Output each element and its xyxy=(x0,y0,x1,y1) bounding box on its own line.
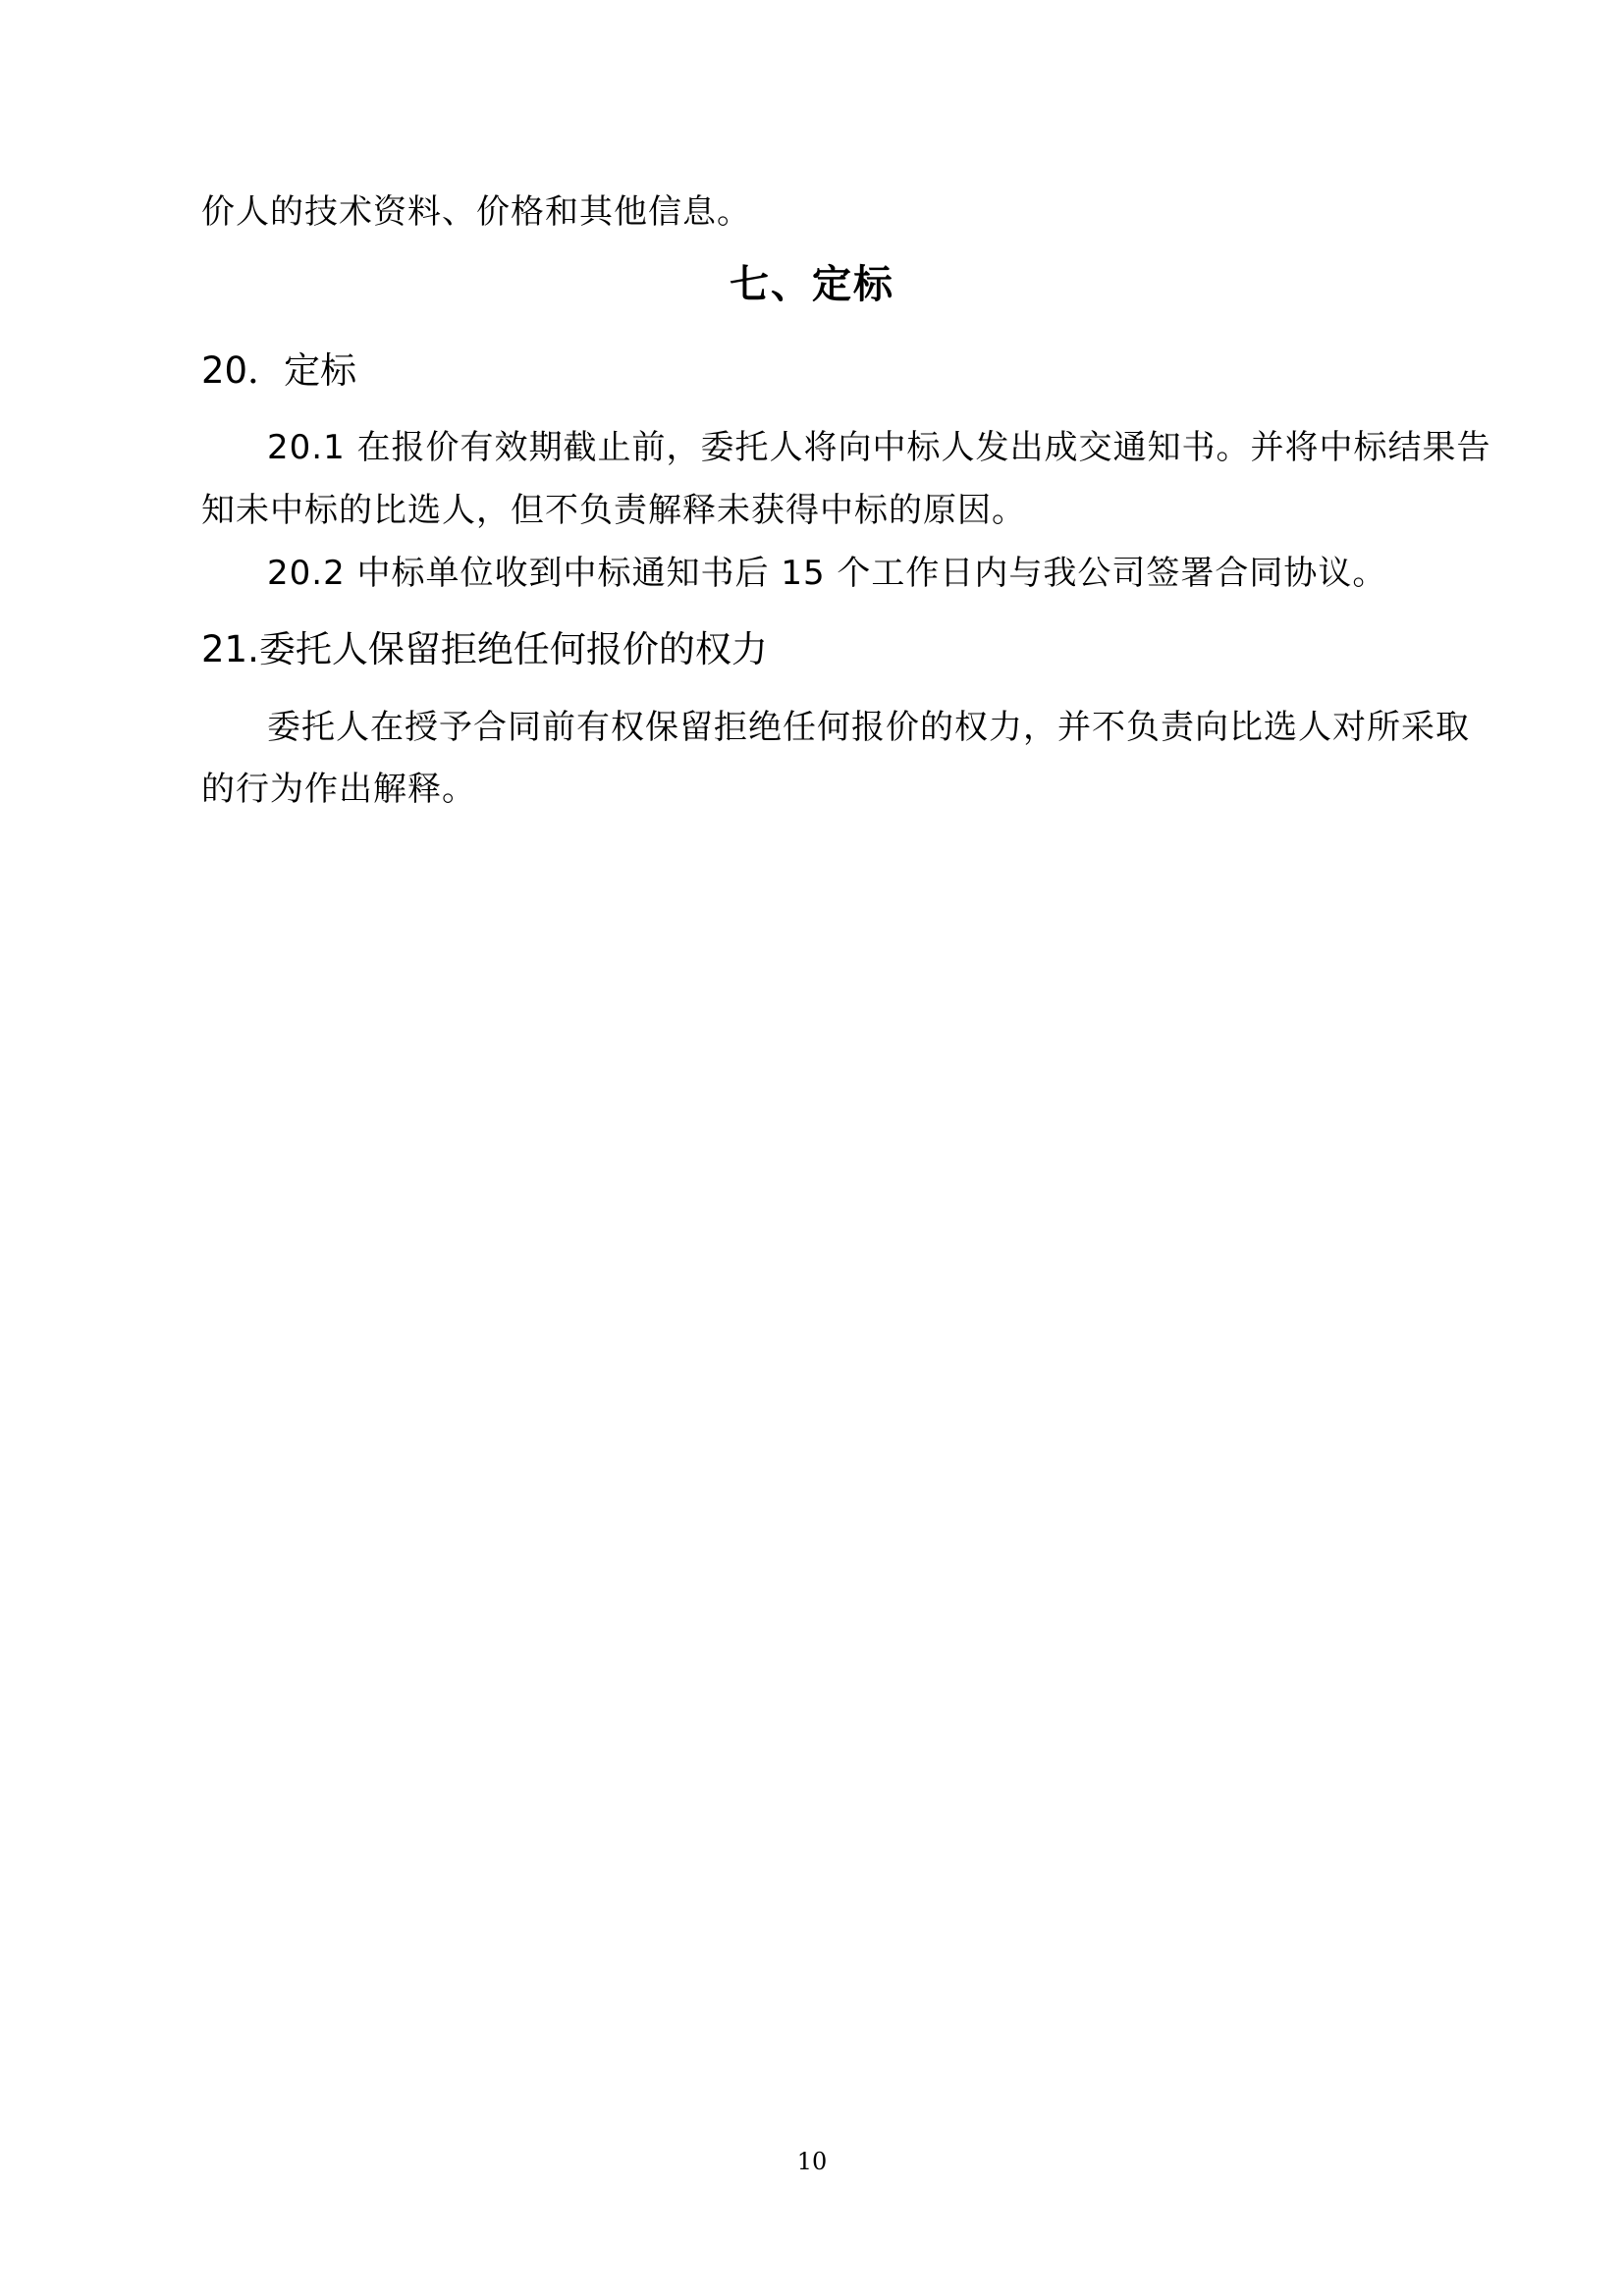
clause-20-heading: 20．定标 xyxy=(201,349,357,392)
page-number: 10 xyxy=(796,2148,828,2175)
clause-21-line-2: 的行为作出解释。 xyxy=(201,770,476,809)
continuation-text: 价人的技术资料、价格和其他信息。 xyxy=(201,192,751,232)
section-title: 七、定标 xyxy=(730,262,894,307)
clause-20-1-line-1: 20.1 在报价有效期截止前，委托人将向中标人发出成交通知书。并将中标结果告 xyxy=(267,428,1491,467)
clause-21-heading: 21.委托人保留拒绝任何报价的权力 xyxy=(201,628,768,670)
clause-20-2: 20.2 中标单位收到中标通知书后 15 个工作日内与我公司签署合同协议。 xyxy=(267,554,1387,593)
clause-20-1-line-2: 知未中标的比选人，但不负责解释未获得中标的原因。 xyxy=(201,491,1026,530)
clause-21-line-1: 委托人在授予合同前有权保留拒绝任何报价的权力，并不负责向比选人对所采取 xyxy=(267,708,1470,747)
